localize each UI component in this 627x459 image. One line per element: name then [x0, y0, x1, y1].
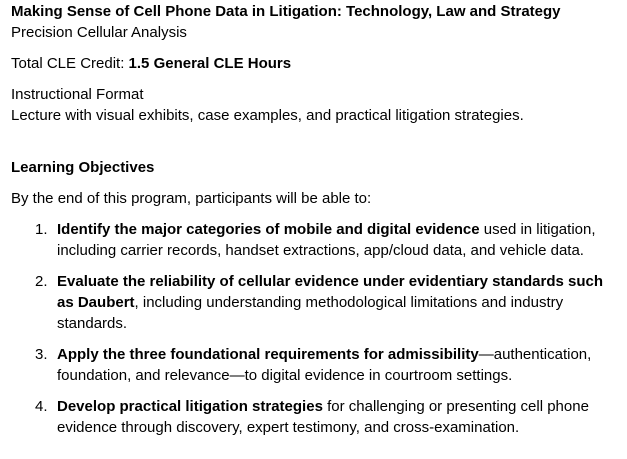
provider-name: Precision Cellular Analysis [11, 24, 187, 41]
objective-text: for challenging or presenting cell phone evidence through discovery, expert testimony, and cross-examination. [57, 398, 589, 436]
format-text: Lecture with visual exhibits, case examples, and practical litigation strategies. [11, 107, 524, 124]
cle-credit-label: Total CLE Credit: [11, 55, 129, 72]
objective-item [11, 219, 623, 261]
objectives-list [11, 219, 623, 438]
objective-item [11, 344, 623, 386]
objectives-heading: Learning Objectives [11, 159, 155, 176]
objective-lead: Develop practical litigation strategies [57, 398, 323, 415]
document-title: Making Sense of Cell Phone Data in Litigation: Technology, Law and Strategy [11, 3, 561, 20]
objective-item [11, 396, 623, 438]
objective-text: —authentication, foundation, and relevance—to digital evidence in courtroom settings. [57, 346, 592, 384]
format-label: Instructional Format [11, 86, 144, 103]
objective-text: , including understanding methodological limitations and industry standards. [57, 294, 564, 332]
objective-number: 1. [35, 221, 48, 238]
objective-number: 2. [35, 273, 48, 290]
document [11, 0, 623, 448]
objective-text: used in litigation, including carrier records, handset extractions, app/cloud data, and vehicle data. [57, 221, 596, 259]
objective-lead: Apply the three foundational requirements for admissibility [57, 346, 479, 363]
objective-number: 3. [35, 346, 48, 363]
objectives-intro: By the end of this program, participants will be able to: [11, 190, 372, 207]
objective-number: 4. [35, 398, 48, 415]
objective-lead: Identify the major categories of mobile and digital evidence [57, 221, 480, 238]
cle-credit [11, 53, 623, 74]
objective-item [11, 271, 623, 334]
cle-credit-value: 1.5 General CLE Hours [128, 55, 292, 72]
objective-lead: Evaluate the reliability of cellular evidence under evidentiary standards such as Daubert [57, 273, 604, 311]
